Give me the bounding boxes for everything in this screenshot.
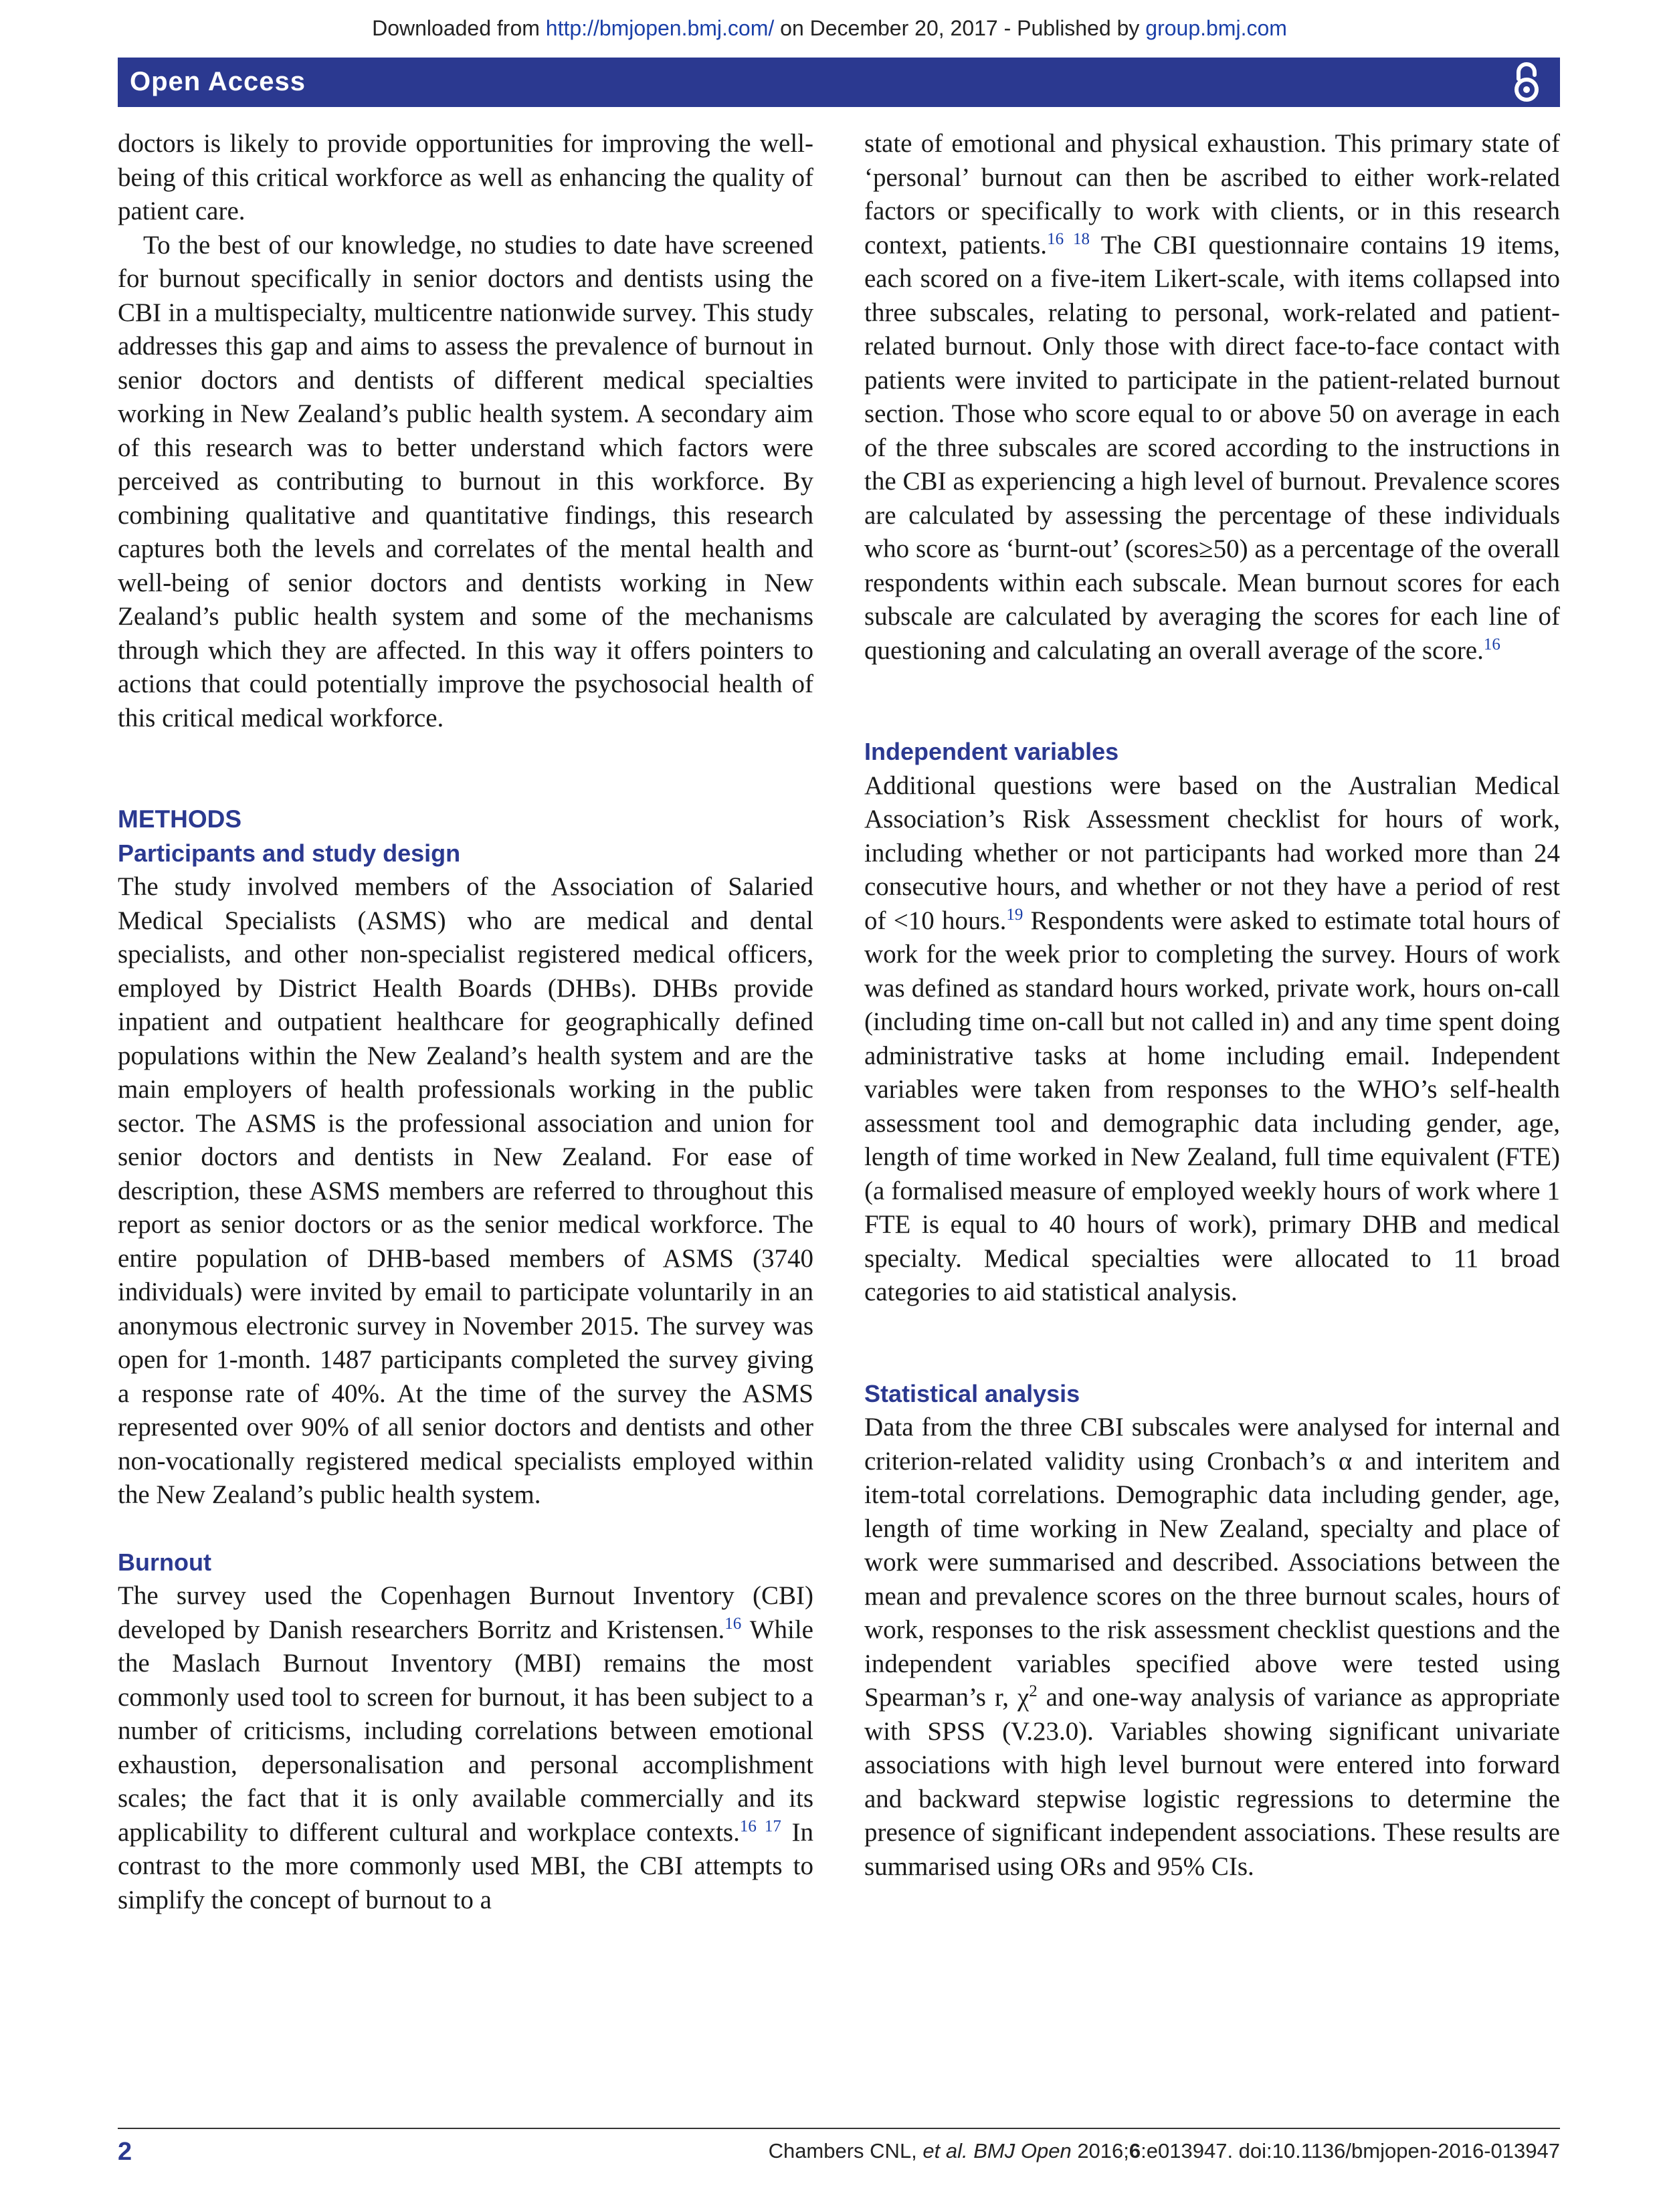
- publisher-link[interactable]: group.bmj.com: [1145, 16, 1287, 40]
- participants-paragraph: The study involved members of the Association of Salaried Medical Specialists (ASMS) who are medical and dental specialists, and other non-specialist registered medical officers, employed by District Health Boards (DHBs). DHBs provide inpatient and outpatient healthcare for geographically defined populations within the New Zealand’s health system and are the main employers of health professionals working in the public sector. The ASMS is the professional association and union for senior doctors and dentists in New Zealand. For ease of description, these ASMS members are referred to throughout this report as senior doctors or as the senior medical workforce. The entire population of DHB-based members of ASMS (3740 individuals) were invited by email to participate voluntarily in an anonymous electronic survey in November 2015. The survey was open for 1-month. 1487 participants completed the survey giving a response rate of 40%. At the time of the survey the ASMS represented over 90% of all senior doctors and dentists and other non-vocationally registered medical specialists employed within the New Zealand’s public health system.: [118, 872, 813, 1509]
- left-column: [118, 127, 813, 1917]
- burnout-continued-paragraph: state of emotional and physical exhaustion. This primary state of ‘personal’ burnout can then be ascribed to either work-related factors or specifically to work with clients, or in this research context, patients.$^{16 18}$ The CBI questionnaire contains 19 items, each scored on a five-item Likert-scale, with items collapsed into three subscales, relating to personal, work-related and patient-related burnout. Only those with direct face-to-face contact with patients were invited to participate in the patient-related burnout section. Those who score equal to or above 50 on average in each of the three subscales are scored according to the instructions in the CBI as experiencing a high level of burnout. Prevalence scores are calculated by assessing the percentage of these individuals who score as ‘burnt-out’ (scores≥50) as a percentage of the overall respondents within each subscale. Mean burnout scores for each subscale are calculated by averaging the scores for each line of questioning and calculating an overall average of the score.$^{16}$: [864, 129, 1560, 665]
- reference-19[interactable]: 19: [1006, 905, 1023, 924]
- download-middle: on December 20, 2017 - Published by: [774, 16, 1146, 40]
- download-prefix: Downloaded from: [372, 16, 546, 40]
- burnout-heading: Burnout: [118, 1548, 211, 1576]
- right-column: [864, 127, 1560, 1884]
- burnout-paragraph: The survey used the Copenhagen Burnout Inventory (CBI) developed by Danish researchers Borritz and Kristensen.$^{16}$ While the Maslach Burnout Inventory (MBI) remains the most commonly used tool to screen for burnout, it has been subject to a number of criticisms, including correlations between emotional exhaustion, depersonalisation and personal accomplishment scales; the fact that it is only available commercially and its applicability to different cultural and workplace contexts.$^{16 17}$ In contrast to the more commonly used MBI, the CBI attempts to simplify the concept of burnout to a: [118, 1581, 813, 1914]
- independent-variables-paragraph: Additional questions were based on the Australian Medical Association’s Risk Assessment checklist for hours of work, including whether or not participants had worked more than 24 consecutive hours, and whether or not they have a period of rest of <10 hours.$^{19}$ Respondents were asked to estimate total hours of work for the week prior to completing the survey. Hours of work was defined as standard hours worked, private work, hours on-call (including time on-call but not called in) and any time spent doing administrative tasks at home including email. Independent variables were taken from responses to the WHO’s self-health assessment tool and demographic data including gender, age, length of time worked in New Zealand, full time equivalent (FTE) (a formalised measure of employed weekly hours of work where 1 FTE is equal to 40 hours of work), primary DHB and medical specialty. Medical specialties were allocated to 11 broad categories to aid statistical analysis.: [864, 771, 1560, 1306]
- page-number: 2: [118, 2138, 132, 2166]
- download-notice: [0, 16, 1659, 41]
- footer-citation: Chambers CNL, et al. BMJ Open 2016;6:e013947. doi:10.1136/bmjopen-2016-013947: [768, 2139, 1560, 2163]
- reference-16[interactable]: 16: [724, 1614, 742, 1633]
- reference-16b[interactable]: 16: [1483, 635, 1500, 653]
- open-access-icon: [1509, 62, 1544, 103]
- participants-heading: Participants and study design: [118, 839, 461, 867]
- reference-16-18[interactable]: 16 18: [1047, 229, 1090, 248]
- open-access-label: Open Access: [130, 67, 306, 96]
- bmjopen-link[interactable]: http://bmjopen.bmj.com/: [545, 16, 775, 40]
- statistical-analysis-heading: Statistical analysis: [864, 1379, 1080, 1407]
- independent-variables-heading: Independent variables: [864, 738, 1119, 765]
- methods-heading: METHODS: [118, 805, 241, 833]
- footer-divider: [118, 2128, 1560, 2129]
- reference-16-17[interactable]: 16 17: [739, 1817, 781, 1835]
- intro-paragraph-1: doctors is likely to provide opportunities for improving the well-being of this critical workforce as well as enhancing the quality of patient care.: [118, 129, 813, 225]
- intro-paragraph-2: To the best of our knowledge, no studies to date have screened for burnout specifically in senior doctors and dentists using the CBI in a multispecialty, multicentre nationwide survey. This study addresses this gap and aims to assess the prevalence of burnout in senior doctors and dentists of different medical specialties working in New Zealand’s public health system. A secondary aim of this research was to better understand which factors were perceived as contributing to burnout in this workforce. By combining qualitative and quantitative findings, this research captures both the levels and correlates of the mental health and well-being of senior doctors and dentists working in New Zealand’s public health system and some of the mechanisms through which they are affected. In this way it offers pointers to actions that could potentially improve the psychosocial health of this critical medical workforce.: [118, 230, 813, 732]
- chi-squared-superscript: 2: [1029, 1682, 1038, 1700]
- open-access-banner: [118, 58, 1560, 107]
- statistical-analysis-paragraph: Data from the three CBI subscales were analysed for internal and criterion-related validity using Cronbach’s α and interitem and item-total correlations. Demographic data including gender, age, length of time working in New Zealand, specialty and place of work were summarised and described. Associations between the mean and prevalence scores on the three burnout scales, hours of work, responses to the risk assessment checklist questions and the independent variables specified above were tested using Spearman’s r, $\chi^2$ and one-way analysis of variance as appropriate with SPSS (V.23.0). Variables showing significant univariate associations with high level burnout were entered into forward and backward stepwise logistic regressions to determine the presence of significant independent associations. These results are summarised using ORs and 95% CIs.: [864, 1413, 1560, 1881]
